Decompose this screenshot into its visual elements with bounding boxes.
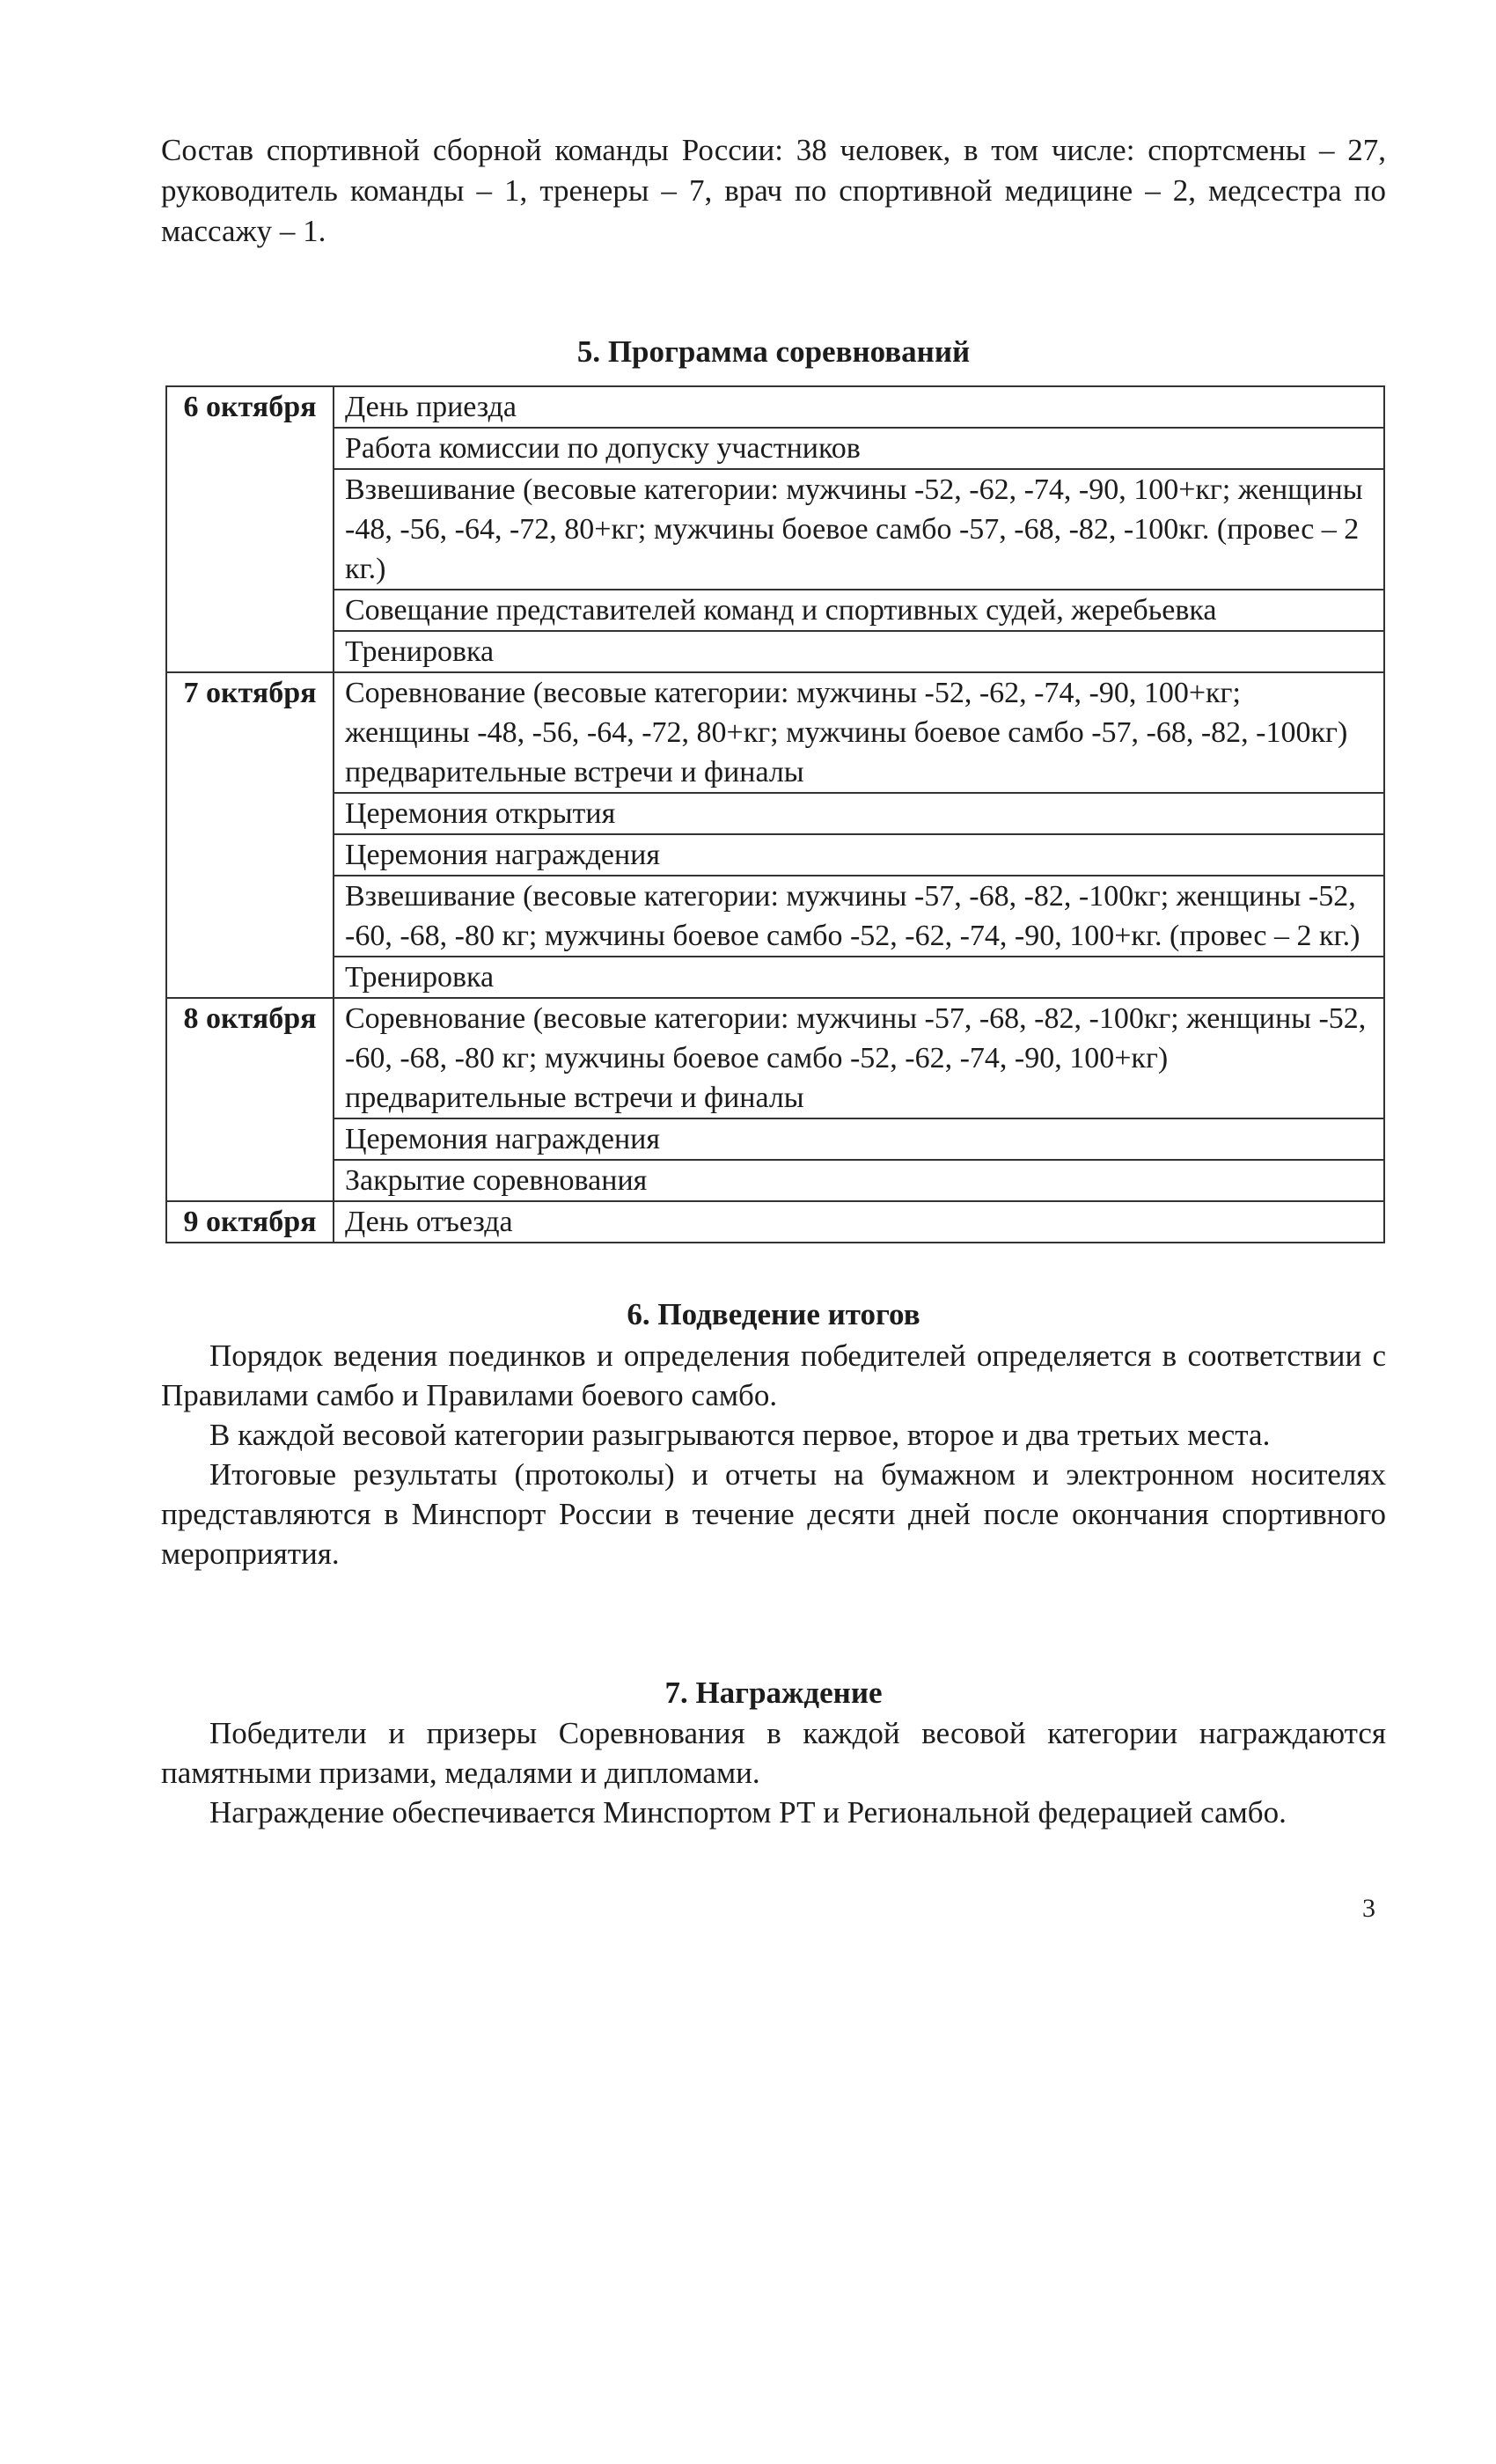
section-7-body xyxy=(161,1713,1386,1832)
program-item: Соревнование (весовые категории: мужчины -52, -62, -74, -90, 100+кг; женщины -48, -56, -64, -72, 80+кг; мужчины боевое самбо -57, -68, -82, -100кг) предварительные встречи и финалы xyxy=(334,672,1384,793)
team-composition-paragraph: Состав спортивной сборной команды России: 38 человек, в том числе: спортсмены – 27, руководитель команды – 1, тренеры – 7, врач по спортивной медицине – 2, медсестра по массажу – 1. xyxy=(161,133,1386,248)
date-cell: 8 октября xyxy=(166,998,334,1201)
paragraph: Порядок ведения поединков и определения победителей определяется в соответствии с Правилами самбо и Правилами боевого самбо. xyxy=(161,1338,1386,1412)
program-item: Тренировка xyxy=(334,957,1384,998)
program-item: Тренировка xyxy=(334,631,1384,672)
table-row xyxy=(166,998,1384,1118)
date-cell: 6 октября xyxy=(166,386,334,672)
table-row xyxy=(166,1118,1384,1160)
table-row xyxy=(166,590,1384,631)
date-cell: 7 октября xyxy=(166,672,334,998)
program-item: Церемония награждения xyxy=(334,1118,1384,1160)
date-cell: 9 октября xyxy=(166,1201,334,1243)
paragraph: Итоговые результаты (протоколы) и отчеты на бумажном и электронном носителях представляются в Минспорт России в течение десяти дней после окончания спортивного мероприятия. xyxy=(161,1457,1386,1571)
table-row xyxy=(166,876,1384,957)
program-item: Соревнование (весовые категории: мужчины -57, -68, -82, -100кг; женщины -52, -60, -68, -80 кг; мужчины боевое самбо -52, -62, -74, -90, 100+кг) предварительные встречи и финалы xyxy=(334,998,1384,1118)
program-item: День отъезда xyxy=(334,1201,1384,1243)
program-table xyxy=(165,385,1385,1243)
program-item: Работа комиссии по допуску участников xyxy=(334,428,1384,469)
section-7-heading: 7. Награждение xyxy=(664,1676,883,1710)
table-row xyxy=(166,672,1384,793)
table-row xyxy=(166,1201,1384,1243)
paragraph: В каждой весовой категории разыгрываются первое, второе и два третьих места. xyxy=(209,1418,1271,1452)
program-item: Церемония награждения xyxy=(334,834,1384,876)
table-row xyxy=(166,386,1384,428)
table-row xyxy=(166,428,1384,469)
section-5-heading: 5. Программа соревнований xyxy=(576,334,971,369)
program-item: День приезда xyxy=(334,386,1384,428)
paragraph: Награждение обеспечивается Минспортом РТ и Региональной федерацией самбо. xyxy=(209,1795,1287,1830)
program-item: Совещание представителей команд и спортивных судей, жеребьевка xyxy=(334,590,1384,631)
table-row xyxy=(166,834,1384,876)
table-row xyxy=(166,631,1384,672)
table-row xyxy=(166,1160,1384,1201)
program-item: Закрытие соревнования xyxy=(334,1160,1384,1201)
paragraph: Победители и призеры Соревнования в каждой весовой категории награждаются памятными призами, медалями и дипломами. xyxy=(161,1716,1386,1790)
program-item: Взвешивание (весовые категории: мужчины -57, -68, -82, -100кг; женщины -52, -60, -68, -80 кг; мужчины боевое самбо -52, -62, -74, -90, 100+кг. (провес – 2 кг.) xyxy=(334,876,1384,957)
table-row xyxy=(166,957,1384,998)
program-item: Церемония открытия xyxy=(334,793,1384,834)
page-number: 3 xyxy=(1362,1894,1375,1923)
section-6-heading: 6. Подведение итогов xyxy=(627,1297,920,1331)
section-6-body xyxy=(161,1336,1386,1573)
program-item: Взвешивание (весовые категории: мужчины -52, -62, -74, -90, 100+кг; женщины -48, -56, -64, -72, 80+кг; мужчины боевое самбо -57, -68, -82, -100кг. (провес – 2 кг.) xyxy=(334,469,1384,590)
table-row xyxy=(166,469,1384,590)
table-row xyxy=(166,793,1384,834)
